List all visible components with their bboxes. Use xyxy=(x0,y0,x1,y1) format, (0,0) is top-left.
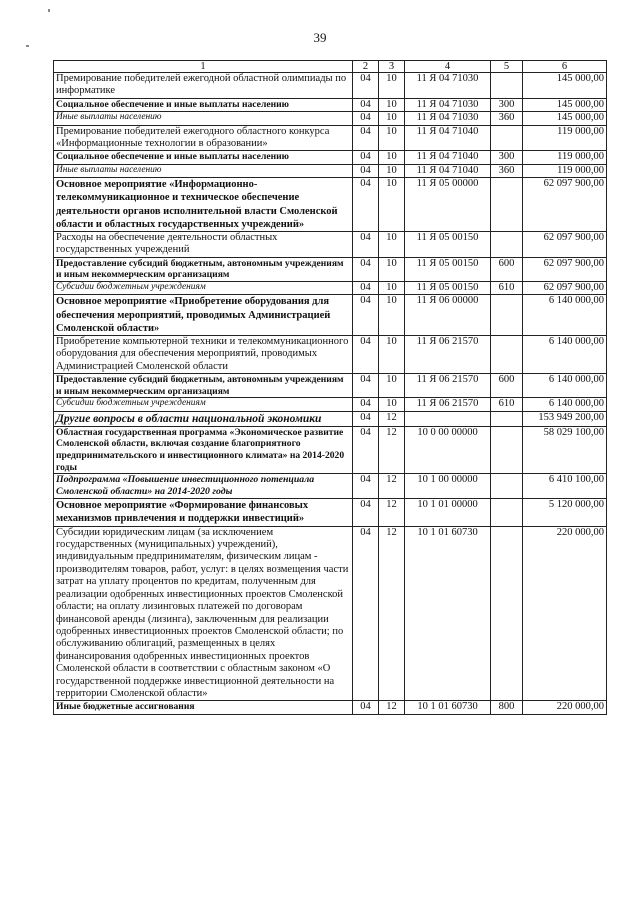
target-code-cell: 10 1 01 00000 xyxy=(405,499,491,526)
expense-type-cell xyxy=(491,426,523,473)
subsection-cell: 10 xyxy=(379,282,405,295)
item-name-cell: Премирование победителей ежегодного областного конкурса «Информационные технологии в образовании» xyxy=(54,125,353,151)
table-row xyxy=(54,73,607,99)
table-row xyxy=(54,701,607,714)
target-code-cell: 11 Я 05 00150 xyxy=(405,232,491,258)
table-row xyxy=(54,295,607,336)
amount-cell: 62 097 900,00 xyxy=(523,282,607,295)
subsection-cell: 12 xyxy=(379,426,405,473)
section-cell: 04 xyxy=(353,474,379,499)
section-cell: 04 xyxy=(353,178,379,232)
table-row xyxy=(54,398,607,411)
budget-table xyxy=(53,60,607,715)
expense-type-cell: 600 xyxy=(491,374,523,398)
section-cell: 04 xyxy=(353,73,379,99)
table-row xyxy=(54,164,607,177)
subsection-cell: 12 xyxy=(379,701,405,714)
target-code-cell xyxy=(405,411,491,426)
target-code-cell: 11 Я 06 21570 xyxy=(405,398,491,411)
amount-cell: 62 097 900,00 xyxy=(523,178,607,232)
subsection-cell: 10 xyxy=(379,374,405,398)
subsection-cell: 10 xyxy=(379,295,405,336)
target-code-cell: 11 Я 04 71030 xyxy=(405,112,491,125)
table-row xyxy=(54,526,607,701)
item-name-cell: Основное мероприятие «Приобретение оборудования для обеспечения мероприятий, проводимых Администрацией Смоленской области» xyxy=(54,295,353,336)
subsection-cell: 10 xyxy=(379,151,405,164)
item-name-cell: Премирование победителей ежегодной областной олимпиады по информатике xyxy=(54,73,353,99)
amount-cell: 119 000,00 xyxy=(523,125,607,151)
subsection-cell: 12 xyxy=(379,499,405,526)
expense-type-cell: 600 xyxy=(491,257,523,281)
amount-cell: 119 000,00 xyxy=(523,164,607,177)
section-cell: 04 xyxy=(353,151,379,164)
expense-type-cell: 360 xyxy=(491,164,523,177)
header-cell: 2 xyxy=(353,61,379,73)
section-cell: 04 xyxy=(353,295,379,336)
table-row xyxy=(54,125,607,151)
table-row xyxy=(54,232,607,258)
item-name-cell: Предоставление субсидий бюджетным, автономным учреждениям и иным некоммерческим организациям xyxy=(54,374,353,398)
item-name-cell: Иные выплаты населению xyxy=(54,164,353,177)
section-cell: 04 xyxy=(353,374,379,398)
section-cell: 04 xyxy=(353,112,379,125)
expense-type-cell: 360 xyxy=(491,112,523,125)
table-header-row xyxy=(54,61,607,73)
table-row xyxy=(54,474,607,499)
subsection-cell: 12 xyxy=(379,474,405,499)
section-cell: 04 xyxy=(353,426,379,473)
section-cell: 04 xyxy=(353,398,379,411)
section-cell: 04 xyxy=(353,98,379,111)
item-name-cell: Областная государственная программа «Экономическое развитие Смоленской области, включая создание благоприятного предпринимательского и инвестиционного климата» на 2014-2020 годы xyxy=(54,426,353,473)
expense-type-cell: 610 xyxy=(491,398,523,411)
target-code-cell: 10 1 01 60730 xyxy=(405,701,491,714)
subsection-cell: 10 xyxy=(379,232,405,258)
amount-cell: 6 140 000,00 xyxy=(523,295,607,336)
target-code-cell: 11 Я 05 00150 xyxy=(405,282,491,295)
target-code-cell: 11 Я 06 21570 xyxy=(405,336,491,374)
item-name-cell: Приобретение компьютерной техники и телекоммуникационного оборудования для обеспечения мероприятий, проводимых Администрацией Смоленской области xyxy=(54,336,353,374)
item-name-cell: Субсидии бюджетным учреждениям xyxy=(54,282,353,295)
target-code-cell: 11 Я 04 71030 xyxy=(405,73,491,99)
target-code-cell: 11 Я 06 00000 xyxy=(405,295,491,336)
section-cell: 04 xyxy=(353,499,379,526)
table-row xyxy=(54,499,607,526)
amount-cell: 6 140 000,00 xyxy=(523,374,607,398)
target-code-cell: 11 Я 04 71040 xyxy=(405,125,491,151)
table-row xyxy=(54,112,607,125)
table-row xyxy=(54,282,607,295)
section-cell: 04 xyxy=(353,125,379,151)
expense-type-cell xyxy=(491,295,523,336)
item-name-cell: Предоставление субсидий бюджетным, автономным учреждениям и иным некоммерческим организациям xyxy=(54,257,353,281)
item-name-cell: Социальное обеспечение и иные выплаты населению xyxy=(54,151,353,164)
section-cell: 04 xyxy=(353,282,379,295)
table-row xyxy=(54,151,607,164)
amount-cell: 62 097 900,00 xyxy=(523,232,607,258)
item-name-cell: Основное мероприятие «Информационно-телекоммуникационное и техническое обеспечение деятельности органов исполнительной власти Смоленской области и областных государственных учреждений» xyxy=(54,178,353,232)
subsection-cell: 10 xyxy=(379,398,405,411)
table-row xyxy=(54,257,607,281)
table-row xyxy=(54,374,607,398)
section-cell: 04 xyxy=(353,701,379,714)
item-name-cell: Иные бюджетные ассигнования xyxy=(54,701,353,714)
expense-type-cell: 300 xyxy=(491,98,523,111)
amount-cell: 145 000,00 xyxy=(523,73,607,99)
amount-cell: 62 097 900,00 xyxy=(523,257,607,281)
target-code-cell: 11 Я 04 71040 xyxy=(405,151,491,164)
amount-cell: 6 140 000,00 xyxy=(523,336,607,374)
expense-type-cell xyxy=(491,178,523,232)
amount-cell: 5 120 000,00 xyxy=(523,499,607,526)
expense-type-cell: 610 xyxy=(491,282,523,295)
table-row xyxy=(54,98,607,111)
subsection-cell: 10 xyxy=(379,178,405,232)
item-name-cell: Расходы на обеспечение деятельности областных государственных учреждений xyxy=(54,232,353,258)
target-code-cell: 10 1 00 00000 xyxy=(405,474,491,499)
target-code-cell: 11 Я 05 00150 xyxy=(405,257,491,281)
item-name-cell: Социальное обеспечение и иные выплаты населению xyxy=(54,98,353,111)
table-row xyxy=(54,426,607,473)
target-code-cell: 11 Я 04 71040 xyxy=(405,164,491,177)
subsection-cell: 10 xyxy=(379,112,405,125)
section-cell: 04 xyxy=(353,411,379,426)
subsection-cell: 10 xyxy=(379,257,405,281)
subsection-cell: 10 xyxy=(379,73,405,99)
section-cell: 04 xyxy=(353,526,379,701)
expense-type-cell xyxy=(491,73,523,99)
section-cell: 04 xyxy=(353,257,379,281)
expense-type-cell xyxy=(491,232,523,258)
amount-cell: 220 000,00 xyxy=(523,526,607,701)
amount-cell: 6 410 100,00 xyxy=(523,474,607,499)
amount-cell: 145 000,00 xyxy=(523,112,607,125)
subsection-cell: 10 xyxy=(379,125,405,151)
section-cell: 04 xyxy=(353,336,379,374)
header-cell: 3 xyxy=(379,61,405,73)
target-code-cell: 11 Я 04 71030 xyxy=(405,98,491,111)
amount-cell: 6 140 000,00 xyxy=(523,398,607,411)
expense-type-cell xyxy=(491,526,523,701)
header-cell: 5 xyxy=(491,61,523,73)
expense-type-cell xyxy=(491,499,523,526)
header-cell: 1 xyxy=(54,61,353,73)
item-name-cell: Подпрограмма «Повышение инвестиционного потенциала Смоленской области» на 2014-2020 годы xyxy=(54,474,353,499)
scan-mark xyxy=(48,9,50,12)
expense-type-cell xyxy=(491,474,523,499)
section-cell: 04 xyxy=(353,232,379,258)
table-row xyxy=(54,178,607,232)
amount-cell: 119 000,00 xyxy=(523,151,607,164)
amount-cell: 58 029 100,00 xyxy=(523,426,607,473)
target-code-cell: 11 Я 05 00000 xyxy=(405,178,491,232)
item-name-cell: Основное мероприятие «Формирование финансовых механизмов привлечения и поддержки инвестиций» xyxy=(54,499,353,526)
scan-mark xyxy=(26,45,29,47)
section-cell: 04 xyxy=(353,164,379,177)
target-code-cell: 10 0 00 00000 xyxy=(405,426,491,473)
item-name-cell: Другие вопросы в области национальной экономики xyxy=(54,411,353,426)
expense-type-cell xyxy=(491,411,523,426)
expense-type-cell xyxy=(491,336,523,374)
target-code-cell: 10 1 01 60730 xyxy=(405,526,491,701)
item-name-cell: Иные выплаты населению xyxy=(54,112,353,125)
table-row xyxy=(54,336,607,374)
subsection-cell: 12 xyxy=(379,526,405,701)
amount-cell: 153 949 200,00 xyxy=(523,411,607,426)
expense-type-cell: 800 xyxy=(491,701,523,714)
item-name-cell: Субсидии бюджетным учреждениям xyxy=(54,398,353,411)
target-code-cell: 11 Я 06 21570 xyxy=(405,374,491,398)
header-cell: 6 xyxy=(523,61,607,73)
table-row xyxy=(54,411,607,426)
subsection-cell: 10 xyxy=(379,336,405,374)
header-cell: 4 xyxy=(405,61,491,73)
amount-cell: 145 000,00 xyxy=(523,98,607,111)
item-name-cell: Субсидии юридическим лицам (за исключением государственных (муниципальных) учреждений), индивидуальным предпринимателям, физическим лицам - производителям товаров, работ, услуг: в целях возмещения части затрат на уплату процентов по кредитам, полученным для реализации одобренных инвестиционных проектов Смоленской области; на оплату лизинговых платежей по договорам финансовой аренды (лизинга), заключенным для реализации одобренных инвестиционных проектов Смоленской области; по обслуживанию облигаций, размещенных в целях финансирования одобренных инвестиционных проектов Смоленской области в соответствии с областным законом «О государственной поддержке инвестиционной деятельности на территории Смоленской области» xyxy=(54,526,353,701)
subsection-cell: 12 xyxy=(379,411,405,426)
amount-cell: 220 000,00 xyxy=(523,701,607,714)
subsection-cell: 10 xyxy=(379,98,405,111)
page-number: 39 xyxy=(313,30,327,45)
expense-type-cell: 300 xyxy=(491,151,523,164)
expense-type-cell xyxy=(491,125,523,151)
subsection-cell: 10 xyxy=(379,164,405,177)
